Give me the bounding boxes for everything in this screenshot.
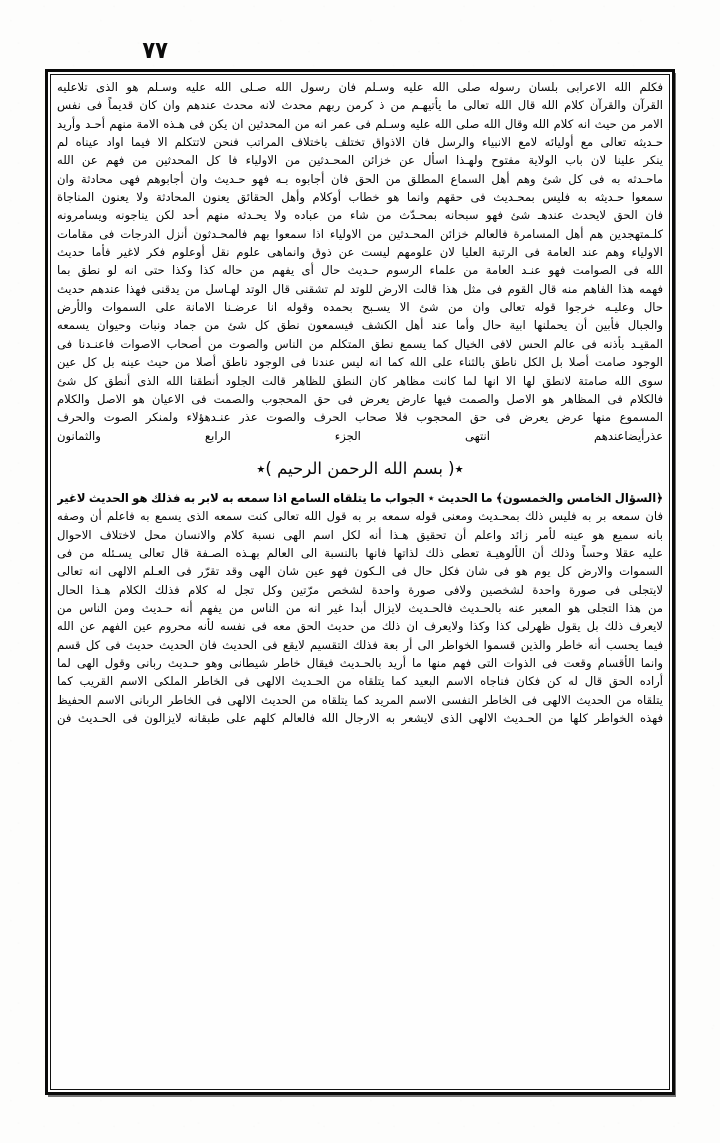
body-line: سمعوا حـديثه به فليس بمحـديث فى حقهم وانما هو خطاب أوكلام وأهل الحقائق يعنون المحادثة ولا يعنون المناجاة: [57, 190, 663, 205]
text-frame-inner: [57, 78, 663, 1086]
body-line: فيما يحسب أنه خاطر والذين قسموا الخواطر الى أر بعة فذلك التقسيم لايقع فى الحديث فان الحديث حديث فى كل قسم: [57, 637, 663, 652]
body-line: فهذه الخواطر كلها من الحـديث الالهى الذى لايشعر به الارجال الله فالعالم كلهم على طبقانه لايزالون فى الحـديث فن: [57, 711, 663, 725]
body-line: الوجود صامت أصلا بل الكل ناطق بالثناء على الله كما انه ليس عندنا فى الوجود ناطق أصلا من حيث عينه بل كل عين: [57, 355, 663, 370]
folio-number: ٧٧: [142, 36, 168, 64]
body-line: يتلقاه من الحديث الالهى فى الخاطر النفسى الاسم المريد كما يتلقاه من الحديث الالهى فى الخاطر الربانى الاسم الحفيظ: [57, 692, 663, 707]
body-line: فان سمعه بر به فليس ذلك بمحـديث ومعنى قوله سمعه بر به قول الله تعالى كنت سمعه الذى يسمع به فاعلم أن وصفه: [57, 509, 663, 524]
question-heading-line: ﴿السؤال الخامس والخمسون﴾ ما الحديث ٭ الجواب ما يتلقاه السامع اذا سمعه به لابر به فذلك هو الحديث لاغير: [57, 490, 663, 505]
body-line: حـديثه تعالى مع أوليائه لامع الانبياء والرسل فان الاذواق تختلف باختلاف المراتب فنحن لاتتكلم الا فيما اواد عيناه لم: [57, 135, 663, 150]
body-line: أراده الحق قال له كن فكان فناجاه الاسم البعيد كما يتلقاه من الحـديث الالهى فى الخاطر الملكى الاسم القريب كما: [57, 674, 663, 689]
body-line: كلـمتهجدين هم أهل المسامرة فالعالم خزائن المحـدثين من الاولياء اذا سمعوا بهم فالمحـدثون أنزل الدرجات فى مقامات: [57, 226, 663, 241]
body-line: الامر من حيث انه كلام الله وقال الله صلى الله عليه وسـلم فى عمر انه من المحدثين ان يكن فى هـذه الامة منهم أحـد وأريد: [57, 116, 663, 131]
body-line: القرآن والقرآن كلام الله قال الله تعالى ما يأتيهـم من ذ كرمن ربهم محدث لانه محدث عندهم وان كان قديماً فى نفس: [57, 98, 663, 113]
body-line: من هذا التجلى هو المعبر عنه بالحـديث فالحـديث لايزال أبدا غير انه من الناس من يفهم أنه حـديث ومن الناس من: [57, 600, 663, 615]
body-line: سوى الله صامتة لانطق لها الا انها لما كانت مظاهر كان النطق للظاهر قالت الجلود أنطقنا الله الذى أنطق كل شئ: [57, 373, 663, 388]
body-line: وانما الأقسام وقعت فى الذوات التى فهم منها ما أريد بالحـديث فيقال خاطر شيطانى وهو حـديث ربانى وقول الهى لما: [57, 655, 663, 670]
body-line: عليه عقلا وحساً وذلك أن الألوهيـة تعطى ذلك لذاتها فانها بالنسبة الى العالم بهـذه الصـفة قال تعالى يسـئله من فى: [57, 545, 663, 560]
body-line: بانه سميع هو عينه لأمر زائد واعلم أن تحقيق هـذا أنه لكل اسم الهى نسبة كلام والانسان محل لاختلاف الاحوال: [57, 527, 663, 542]
basmala-heading: ٭( بسم الله الرحمن الرحيم )٭: [256, 458, 464, 478]
body-line: الاولياء وهم عند العامة فى الرتبة العليا لان علومهم ليست عن ذوق وانماهى علوم نقل أوعلوم فكر لاغير فأما حديث: [57, 245, 663, 260]
body-line: فان الحق لايحدث عندهـ شئ فهو سبحانه بمحـدّث من شاء من عباده ولا يحـدثه منهم أحد لكن يناجونه ويسامرونه: [57, 208, 663, 223]
bottom-text-block: [57, 489, 663, 727]
body-line: فالكلام فى المظاهر هو الاصل والصمت فيها عارض يعرض فى حق المحجوب والصمت فى الاعيان هو الاصل والكلام: [57, 391, 663, 406]
body-line: ينكر علينا لان باب الولاية مفتوح ولهـذا اسأل عن خزائن المحـدثين من الاولياء فا كل المحدثين من فهم عن الله: [57, 153, 663, 168]
body-line: المقيـد بأذنه فى عالم الحس لافى الخيال كما يسمع نطق المتكلم من الناس والصوت من أصحاب الاصوات فاعنـدنا فى: [57, 336, 663, 351]
body-line: حال وعليـه خرجوا قوله تعالى وان من شئ الا يسـبح بحمده وقوله انا عرضـنا الامانة على السموات والأرض: [57, 300, 663, 315]
body-line: والجبال فأبين أن يحملنها ابية حال وأما عند أهل الكشف فيسمعون نطق كل شئ من جماد ونبات وحيوان يسمعه: [57, 318, 663, 333]
body-line: المسموع منها عرض يعرض فى حق المحجوب فلا صحاب الحرف والصوت عذر عنـدهؤلاء ولمنكر الصوت والحرف: [57, 410, 663, 425]
body-line: فكلم الله الاعرابى بلسان رسوله صلى الله عليه وسـلم فان رسول الله صـلى الله عليه وسـلم هو الذى تلاعليه: [57, 80, 663, 94]
body-line: الله فى الصوامت فهو عنـد العامة من علماء الرسوم حـديث حال أى يفهم من حاله كذا وكذا حتى انه لو نطق بما: [57, 263, 663, 278]
body-line: فهمه هذا الفاهم منه قال القوم فى مثل هذا قالت الارض للوتد لم تشقنى قال الوتد لهـاسل من يدقنى فهذا عندهم حديث: [57, 281, 663, 296]
body-line: ماحـدثه به فى كل شئ وهم أهل السماع المطلق من الحق فان أجابوه بـه فهو حـديث وان أجابوهم فهى محادثة وان: [57, 171, 663, 186]
body-line: لايتجلى فى صورة واحدة لشخصين ولافى صورة واحدة لشخص مرّتين وكل تجل له كلام فذلك الكلام هـذا الحال: [57, 582, 663, 597]
body-line: لايعرف ذلك بل يقول ظهرلى كذا وكذا ولايعرف ان ذلك من حديث الحق معه فى نفسه لأنه محروم عين الفهم عن الله: [57, 619, 663, 634]
body-line: السموات والارض كل يوم هو فى شان فكل حال فى الـكون فهو عين شان الهى وقد تقرّر فى العـلم الالهى انه تعالى: [57, 564, 663, 579]
text-frame-border: [45, 69, 675, 1095]
part-colophon: عذرأيضاعندهم انتهى الجزء الرابع والثمانون: [57, 428, 663, 443]
top-text-block: [57, 78, 663, 445]
